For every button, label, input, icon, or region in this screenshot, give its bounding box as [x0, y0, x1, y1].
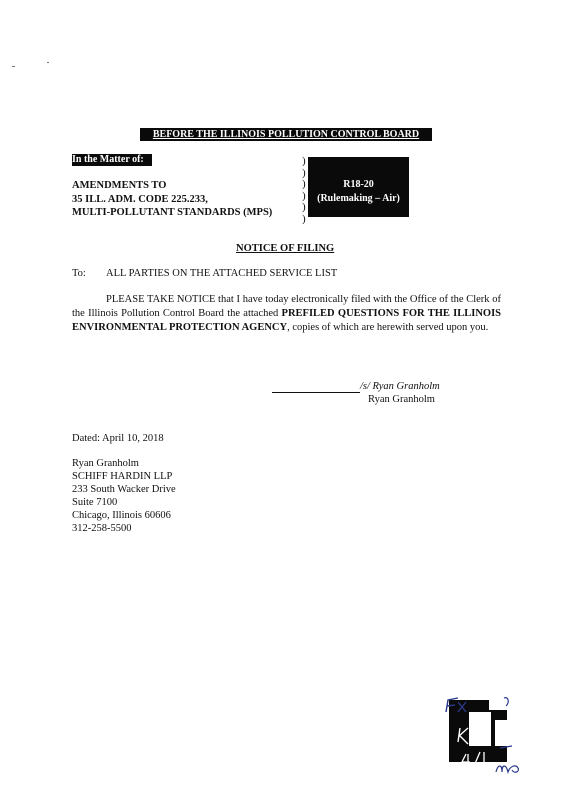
scan-speck	[12, 66, 15, 67]
notice-body	[72, 293, 501, 335]
notice-body-part-1: PLEASE TAKE NOTICE that I have today electronically filed with the Office of the Clerk of the Illinois Pollution Control Board the attached	[72, 294, 501, 319]
address-line: Chicago, Illinois 60606	[72, 510, 171, 521]
address-line: Suite 7100	[72, 497, 118, 508]
notice-title: NOTICE OF FILING	[236, 243, 335, 254]
in-the-matter-label: In the Matter of:	[72, 154, 152, 166]
notice-body-part-2: , copies of which are herewith served upon you.	[287, 322, 489, 333]
filed-document-title: PREFILED QUESTIONS FOR THE ILLINOIS ENVIRONMENTAL PROTECTION AGENCY	[72, 308, 501, 333]
to-recipients: ALL PARTIES ON THE ATTACHED SERVICE LIST	[106, 268, 338, 279]
docket-number: R18-20	[343, 179, 374, 190]
caption-line-3: MULTI-POLLUTANT STANDARDS (MPS)	[72, 207, 273, 218]
caption-line-2: 35 ILL. ADM. CODE 225.233,	[72, 194, 208, 205]
docket-box	[308, 157, 409, 217]
handwritten-initials	[438, 692, 548, 782]
to-label: To:	[72, 268, 86, 279]
scan-speck	[47, 62, 49, 63]
board-heading: BEFORE THE ILLINOIS POLLUTION CONTROL BOARD	[140, 128, 432, 141]
address-line: Ryan Granholm	[72, 458, 139, 469]
signature-line	[272, 392, 360, 393]
docket-type: (Rulemaking – Air)	[317, 193, 400, 204]
caption-line-1: AMENDMENTS TO	[72, 180, 167, 191]
dated-line: Dated: April 10, 2018	[72, 433, 164, 444]
signer-name: Ryan Granholm	[368, 394, 435, 405]
address-line: SCHIFF HARDIN LLP	[72, 471, 173, 482]
address-line: 312-258-5500	[72, 523, 132, 534]
electronic-signature: /s/ Ryan Granholm	[360, 381, 440, 392]
address-line: 233 South Wacker Drive	[72, 484, 176, 495]
caption-parens: ) ) ) ) ) )	[302, 155, 306, 225]
